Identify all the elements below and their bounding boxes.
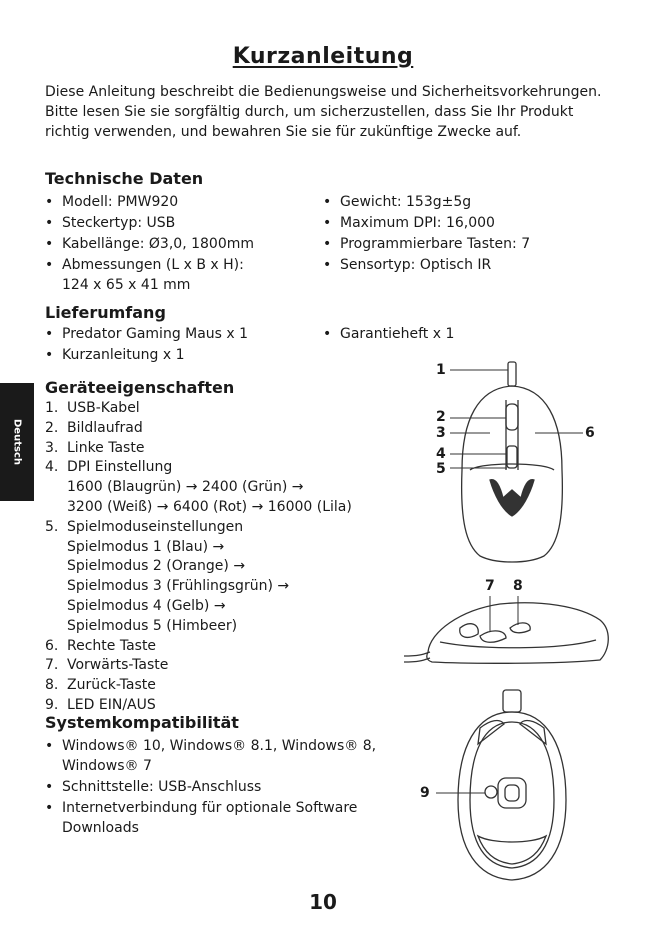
heading-technical-data: Technische Daten bbox=[45, 169, 204, 188]
list-item: 7. Vorwärts-Taste bbox=[45, 657, 169, 674]
page-title: Kurzanleitung bbox=[232, 44, 414, 69]
callout-leader-lines bbox=[436, 370, 583, 793]
callout-9: 9 bbox=[420, 785, 430, 801]
dims-line-2: 124 x 65 x 41 mm bbox=[62, 277, 191, 293]
dpi-sub-line: 1600 (Blaugrün) → 2400 (Grün) → bbox=[67, 479, 304, 496]
mouse-top-view-illustration bbox=[462, 362, 563, 562]
heading-system-compat: Systemkompatibilität bbox=[45, 713, 239, 732]
list-item: 9. LED EIN/AUS bbox=[45, 696, 156, 713]
list-item: • Internetverbindung für optionale Software Downloads bbox=[45, 798, 405, 838]
list-item: 4. DPI Einstellung 1600 (Blaugrün) → 2400 (Grün) → 3200 (Weiß) → 6400 (Rot) → 16000 (Lila) bbox=[45, 458, 405, 517]
mode-sub-line: Spielmodus 5 (Himbeer) bbox=[67, 617, 238, 634]
list-item: 5. Spielmoduseinstellungen Spielmodus 1 (Blau) → Spielmodus 2 (Orange) → Spielmodus 3 (Frühlingsgrün) → Spielmodus 4 (Gelb) → Spielmodus 5 (Himbeer) bbox=[45, 518, 405, 637]
callout-1: 1 bbox=[436, 362, 446, 378]
list-item: 2. Bildlaufrad bbox=[45, 419, 143, 436]
list-item: • Garantieheft x 1 bbox=[323, 324, 583, 344]
list-item: • Predator Gaming Maus x 1 bbox=[45, 324, 305, 344]
mouse-side-view-illustration bbox=[404, 603, 608, 664]
page-number: 10 bbox=[309, 890, 337, 914]
callout-3: 3 bbox=[436, 425, 446, 441]
list-item: • Windows® 10, Windows® 8.1, Windows® 8, Windows® 7 bbox=[45, 736, 405, 776]
callout-6: 6 bbox=[585, 425, 595, 441]
list-item: • Kabellänge: Ø3,0, 1800mm bbox=[45, 234, 305, 254]
language-label: Deutsch bbox=[11, 419, 23, 465]
list-item: 1. USB-Kabel bbox=[45, 400, 140, 416]
callout-8: 8 bbox=[513, 578, 523, 594]
mouse-bottom-view-illustration bbox=[458, 690, 566, 880]
list-item: 6. Rechte Taste bbox=[45, 637, 157, 654]
callout-5: 5 bbox=[436, 461, 446, 477]
heading-package-contents: Lieferumfang bbox=[45, 303, 166, 322]
heading-device-features: Geräteeigenschaften bbox=[45, 378, 235, 397]
list-item: • Maximum DPI: 16,000 bbox=[323, 213, 623, 233]
list-item: • Gewicht: 153g±5g bbox=[323, 192, 623, 212]
list-item: • Schnittstelle: USB-Anschluss bbox=[45, 777, 405, 797]
list-item: • Kurzanleitung x 1 bbox=[45, 345, 305, 365]
dpi-sub-line: 3200 (Weiß) → 6400 (Rot) → 16000 (Lila) bbox=[67, 498, 352, 515]
mode-sub-line: Spielmodus 4 (Gelb) → bbox=[67, 597, 226, 614]
list-item: • Steckertyp: USB bbox=[45, 213, 305, 233]
callout-4: 4 bbox=[436, 446, 446, 462]
list-item: 8. Zurück-Taste bbox=[45, 677, 156, 694]
list-item: • Modell: PMW920 bbox=[45, 192, 305, 212]
list-item: 3. Linke Taste bbox=[45, 439, 145, 456]
mode-sub-line: Spielmodus 3 (Frühlingsgrün) → bbox=[67, 578, 290, 595]
callout-7: 7 bbox=[485, 578, 495, 594]
list-item: • Programmierbare Tasten: 7 bbox=[323, 234, 623, 254]
callout-2: 2 bbox=[436, 409, 446, 425]
list-item: • Sensortyp: Optisch IR bbox=[323, 255, 623, 275]
mode-sub-line: Spielmodus 1 (Blau) → bbox=[67, 538, 225, 555]
mode-sub-line: Spielmodus 2 (Orange) → bbox=[67, 558, 246, 575]
dims-line-1: • Abmessungen (L x B x H): bbox=[62, 257, 244, 273]
intro-paragraph: Diese Anleitung beschreibt die Bedienungsweise und Sicherheitsvorkehrungen. Bitte lesen Sie sie sorgfältig durch, um sicherzustellen, dass Sie Ihr Produkt richtig verwenden, und bewahren Sie sie für zukünftige Zwecke auf. bbox=[45, 84, 602, 140]
